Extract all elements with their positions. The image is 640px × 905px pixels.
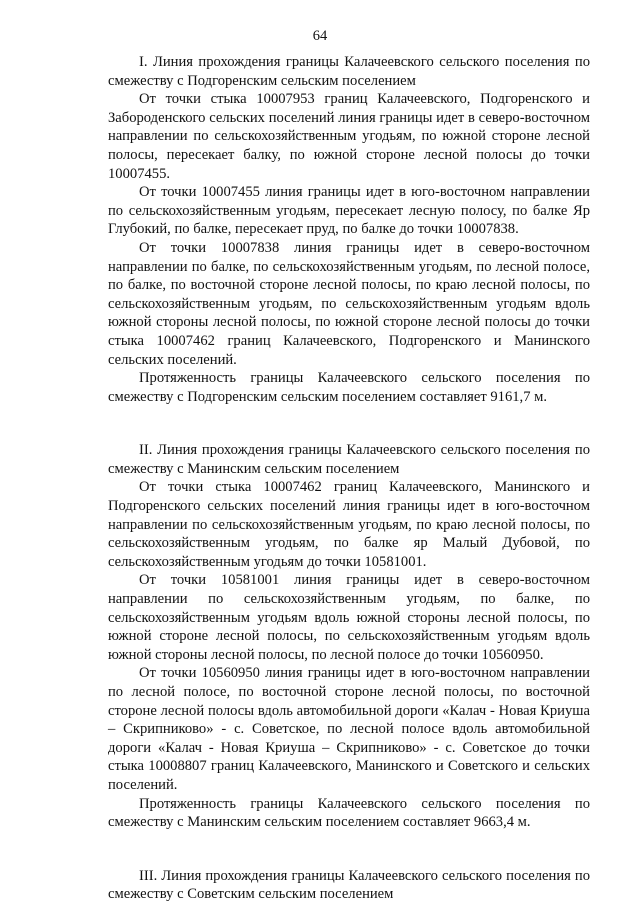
section-2-paragraph-2: От точки 10581001 линия границы идет в северо-восточном направлении по сельскохозяйственным угодьям, по балке, по сельскохозяйственным угодьям вдоль южной стороны лесной полосы, по южной стороне лесной полосы, по сельскохозяйственным угодьям вдоль южной стороны лесной полосы, по лесной полосе до точки 10560950. [108, 572, 590, 663]
section-1-length-summary: Протяженность границы Калачеевского сельского поселения по смежеству с Подгоренским сельским поселением составляет 9161,7 м. [108, 370, 590, 405]
page-number: 64 [312, 28, 328, 44]
section-2-paragraph-1: От точки стыка 10007462 границ Калачеевского, Манинского и Подгоренского сельских поселений линия границы идет в юго-восточном направлении по сельскохозяйственным угодьям, по краю лесной полосы, по сельскохозяйственным угодьям, по балке яр Малый Дубовой, по сельскохозяйственным угодьям до точки 10581001. [108, 479, 590, 570]
section-2-length-summary: Протяженность границы Калачеевского сельского поселения по смежеству с Манинским сельским поселением составляет 9663,4 м. [108, 795, 590, 831]
section-1-heading: I. Линия прохождения границы Калачеевского сельского поселения по смежеству с Подгоренским сельским поселением [108, 54, 590, 89]
section-1-paragraph-2: От точки 10007455 линия границы идет в юго-восточном направлении по сельскохозяйственным угодьям, пересекает лесную полосу, по балке Яр Глубокий, по балке, пересекает пруд, по балке до точки 10007838. [108, 184, 590, 238]
section-1-paragraph-3: От точки 10007838 линия границы идет в северо-восточном направлении по балке, по сельскохозяйственным угодьям, по лесной полосе, по балке, по восточной стороне лесной полосы, по краю лесной полосы, по сельскохозяйственным угодьям, по сельскохозяйственным угодьям вдоль южной стороны лесной полосы, по южной стороне лесной полосы до точки стыка 10007462 границ Калачеевского, Подгоренского и Манинского сельских поселений. [108, 239, 590, 368]
section-1-paragraph-1: От точки стыка 10007953 границ Калачеевского, Подгоренского и Забороденского сельских поселений линия границы идет в северо-восточном направлении по сельскохозяйственным угодьям, по южной стороне лесной полосы, пересекает балку, по южной стороне лесной полосы до точки 10007455. [108, 91, 590, 182]
section-2-heading: II. Линия прохождения границы Калачеевского сельского поселения по смежеству с Манинским сельским поселением [108, 442, 590, 477]
section-spacer [108, 832, 590, 867]
section-2-paragraph-3: От точки 10560950 линия границы идет в юго-восточном направлении по лесной полосе, по восточной стороне лесной полосы, по восточной стороне лесной полосы вдоль автомобильной дороги «Калач - Новая Криуша – Скрипниково» - с. Советское, по лесной полосе вдоль автомобильной дороги «Калач - Новая Криуша – Скрипниково» - с. Советское до точки стыка 10008807 границ Калачеевского, Манинского и Советского и сельских поселений. [108, 665, 590, 793]
section-3-heading: III. Линия прохождения границы Калачеевского сельского поселения по смежеству с Советским сельским поселением [108, 867, 590, 903]
document-body [108, 53, 590, 904]
section-spacer [108, 406, 590, 441]
